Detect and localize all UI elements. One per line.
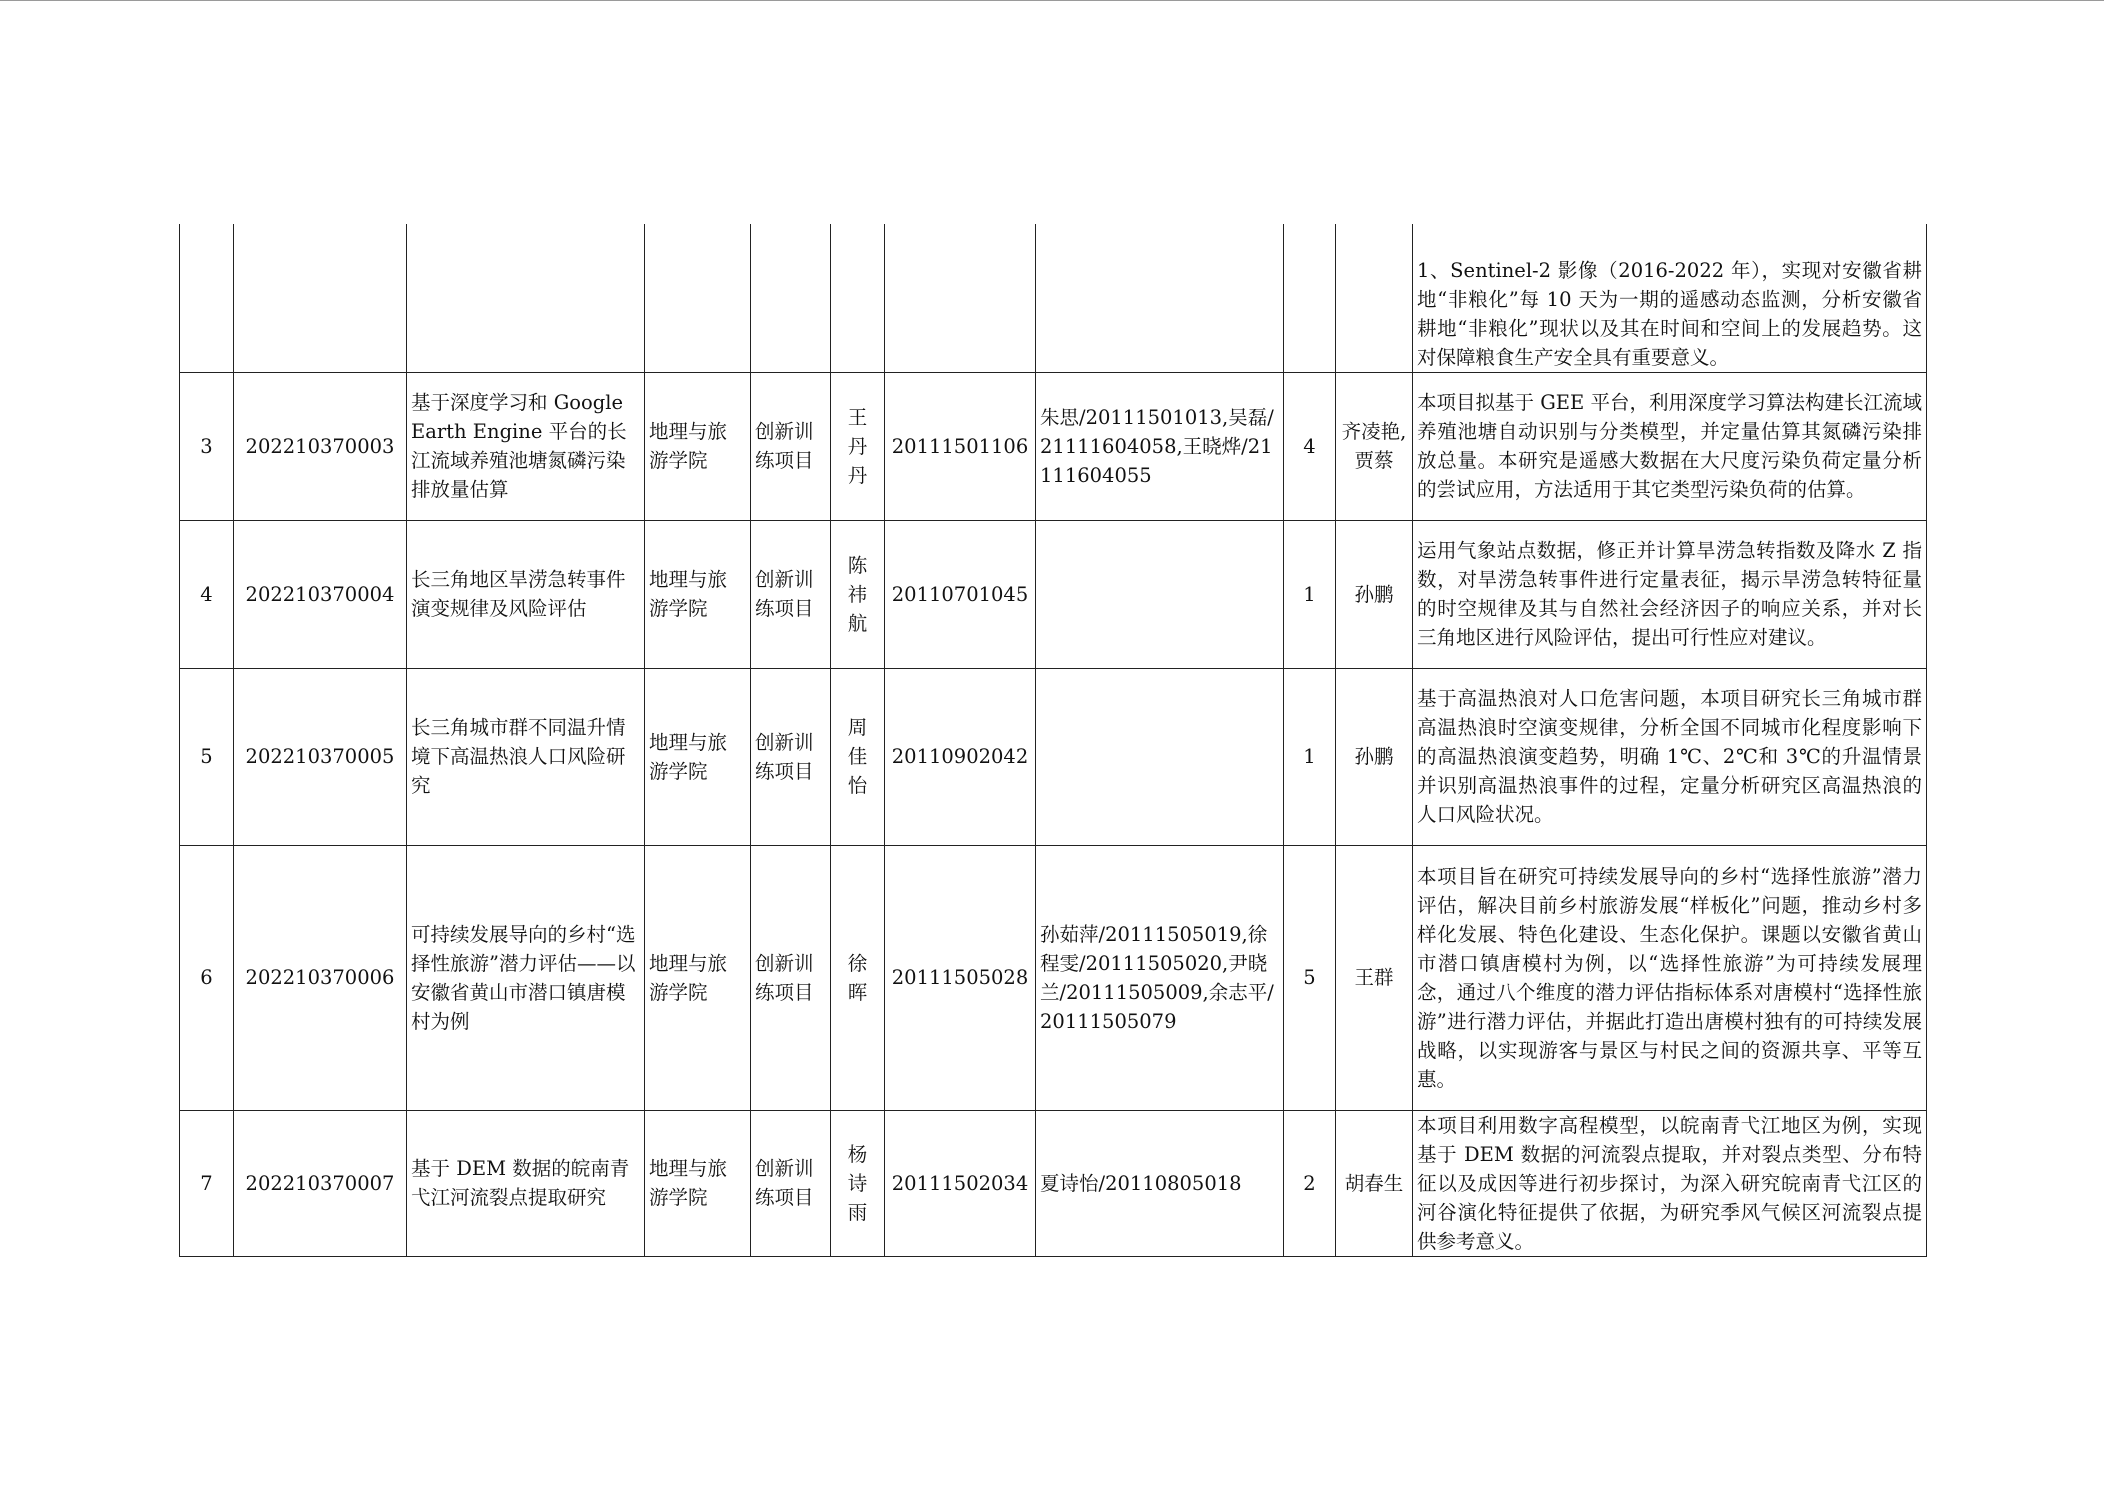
table-row bbox=[180, 845, 1927, 1110]
leader-text: 徐晖 bbox=[847, 951, 868, 1004]
cell-type bbox=[751, 224, 831, 372]
cell-description: 本项目拟基于 GEE 平台，利用深度学习算法构建长江流域养殖池塘自动识别与分类模型，并定量估算其氮磷污染排放总量。本研究是遥感大数据在大尺度污染负荷定量分析的尝试应用，方法适用于其它类型污染负荷的估算。 bbox=[1413, 372, 1927, 520]
table-row bbox=[180, 520, 1927, 668]
cell-leader bbox=[831, 372, 885, 520]
leader-text: 杨诗雨 bbox=[847, 1142, 868, 1224]
table-row bbox=[180, 1110, 1927, 1256]
table-row-continued bbox=[180, 224, 1927, 372]
cell-student-id: 20111501106 bbox=[885, 372, 1036, 520]
cell-title: 长三角城市群不同温升情境下高温热浪人口风险研究 bbox=[407, 668, 645, 845]
cell-member-count: 5 bbox=[1284, 845, 1336, 1110]
cell-members: 孙茹萍/20111505019,徐程雯/20111505020,尹晓兰/20111505009,余志平/20111505079 bbox=[1036, 845, 1284, 1110]
type-text: 创新训练项目 bbox=[755, 951, 814, 1004]
cell-college bbox=[645, 224, 751, 372]
cell-student-id: 20111505028 bbox=[885, 845, 1036, 1110]
cell-college bbox=[645, 668, 751, 845]
leader-text: 王丹丹 bbox=[847, 405, 868, 487]
table-row bbox=[180, 372, 1927, 520]
cell-project-id: 202210370007 bbox=[234, 1110, 407, 1256]
cell-members: 夏诗怡/20110805018 bbox=[1036, 1110, 1284, 1256]
cell-advisor: 胡春生 bbox=[1336, 1110, 1413, 1256]
cell-member-count: 4 bbox=[1284, 372, 1336, 520]
cell-college bbox=[645, 845, 751, 1110]
cell-members bbox=[1036, 224, 1284, 372]
cell-advisor: 王群 bbox=[1336, 845, 1413, 1110]
cell-members bbox=[1036, 668, 1284, 845]
college-text: 地理与旅游学院 bbox=[649, 568, 728, 620]
cell-leader bbox=[831, 1110, 885, 1256]
cell-leader bbox=[831, 520, 885, 668]
cell-project-id bbox=[234, 224, 407, 372]
cell-leader bbox=[831, 224, 885, 372]
project-table bbox=[179, 224, 1927, 1257]
cell-advisor bbox=[1336, 224, 1413, 372]
cell-student-id: 20110701045 bbox=[885, 520, 1036, 668]
cell-project-id: 202210370003 bbox=[234, 372, 407, 520]
cell-no: 6 bbox=[180, 845, 234, 1110]
cell-type bbox=[751, 372, 831, 520]
cell-student-id bbox=[885, 224, 1036, 372]
cell-title: 长三角地区旱涝急转事件演变规律及风险评估 bbox=[407, 520, 645, 668]
cell-no: 3 bbox=[180, 372, 234, 520]
college-text: 地理与旅游学院 bbox=[649, 420, 728, 472]
cell-no: 5 bbox=[180, 668, 234, 845]
cell-project-id: 202210370006 bbox=[234, 845, 407, 1110]
cell-members bbox=[1036, 520, 1284, 668]
cell-no: 7 bbox=[180, 1110, 234, 1256]
cell-description: 基于高温热浪对人口危害问题，本项目研究长三角城市群高温热浪时空演变规律，分析全国不同城市化程度影响下的高温热浪演变趋势，明确 1℃、2℃和 3℃的升温情景并识别高温热浪事件的过程，定量分析研究区高温热浪的人口风险状况。 bbox=[1413, 668, 1927, 845]
cell-title: 可持续发展导向的乡村“选择性旅游”潜力评估——以安徽省黄山市潜口镇唐模村为例 bbox=[407, 845, 645, 1110]
cell-project-id: 202210370004 bbox=[234, 520, 407, 668]
type-text: 创新训练项目 bbox=[755, 420, 814, 472]
cell-student-id: 20110902042 bbox=[885, 668, 1036, 845]
cell-leader bbox=[831, 845, 885, 1110]
type-text: 创新训练项目 bbox=[755, 1157, 814, 1209]
page-top-border bbox=[0, 0, 2104, 1]
cell-student-id: 20111502034 bbox=[885, 1110, 1036, 1256]
cell-description: 本项目利用数字高程模型，以皖南青弋江地区为例，实现基于 DEM 数据的河流裂点提取，并对裂点类型、分布特征以及成因等进行初步探讨，为深入研究皖南青弋江区的河谷演化特征提供了依据，为研究季风气候区河流裂点提供参考意义。 bbox=[1413, 1110, 1927, 1256]
cell-college bbox=[645, 1110, 751, 1256]
cell-member-count bbox=[1284, 224, 1336, 372]
cell-type bbox=[751, 520, 831, 668]
cell-no: 4 bbox=[180, 520, 234, 668]
cell-title: 基于深度学习和 Google Earth Engine 平台的长江流域养殖池塘氮磷污染排放量估算 bbox=[407, 372, 645, 520]
cell-advisor: 齐凌艳,贾蔡 bbox=[1336, 372, 1413, 520]
cell-title bbox=[407, 224, 645, 372]
cell-description: 本项目旨在研究可持续发展导向的乡村“选择性旅游”潜力评估，解决目前乡村旅游发展“样板化”问题，推动乡村多样化发展、特色化建设、生态化保护。课题以安徽省黄山市潜口镇唐模村为例，以“选择性旅游”为可持续发展理念，通过八个维度的潜力评估指标体系对唐模村“选择性旅游”进行潜力评估，并据此打造出唐模村独有的可持续发展战略，以实现游客与景区与村民之间的资源共享、平等互惠。 bbox=[1413, 845, 1927, 1110]
college-text: 地理与旅游学院 bbox=[649, 951, 728, 1004]
cell-description: 1、Sentinel-2 影像（2016-2022 年），实现对安徽省耕地“非粮化”每 10 天为一期的遥感动态监测，分析安徽省耕地“非粮化”现状以及其在时间和空间上的发展趋势。这对保障粮食生产安全具有重要意义。 bbox=[1413, 224, 1927, 372]
college-text: 地理与旅游学院 bbox=[649, 730, 728, 783]
cell-member-count: 1 bbox=[1284, 520, 1336, 668]
table-row bbox=[180, 668, 1927, 845]
type-text: 创新训练项目 bbox=[755, 730, 814, 783]
cell-member-count: 2 bbox=[1284, 1110, 1336, 1256]
leader-text: 周佳怡 bbox=[847, 716, 868, 797]
cell-members: 朱思/20111501013,吴磊/21111604058,王晓烨/21111604055 bbox=[1036, 372, 1284, 520]
cell-no bbox=[180, 224, 234, 372]
cell-leader bbox=[831, 668, 885, 845]
college-text: 地理与旅游学院 bbox=[649, 1157, 728, 1209]
type-text: 创新训练项目 bbox=[755, 568, 814, 620]
cell-advisor: 孙鹏 bbox=[1336, 668, 1413, 845]
cell-type bbox=[751, 845, 831, 1110]
cell-member-count: 1 bbox=[1284, 668, 1336, 845]
cell-description: 运用气象站点数据，修正并计算旱涝急转指数及降水 Z 指数，对旱涝急转事件进行定量表征，揭示旱涝急转特征量的时空规律及其与自然社会经济因子的响应关系，并对长三角地区进行风险评估，提出可行性应对建议。 bbox=[1413, 520, 1927, 668]
cell-advisor: 孙鹏 bbox=[1336, 520, 1413, 668]
cell-type bbox=[751, 1110, 831, 1256]
cell-title: 基于 DEM 数据的皖南青弋江河流裂点提取研究 bbox=[407, 1110, 645, 1256]
cell-type bbox=[751, 668, 831, 845]
cell-project-id: 202210370005 bbox=[234, 668, 407, 845]
leader-text: 陈祎航 bbox=[847, 553, 868, 635]
cell-college bbox=[645, 520, 751, 668]
cell-college bbox=[645, 372, 751, 520]
